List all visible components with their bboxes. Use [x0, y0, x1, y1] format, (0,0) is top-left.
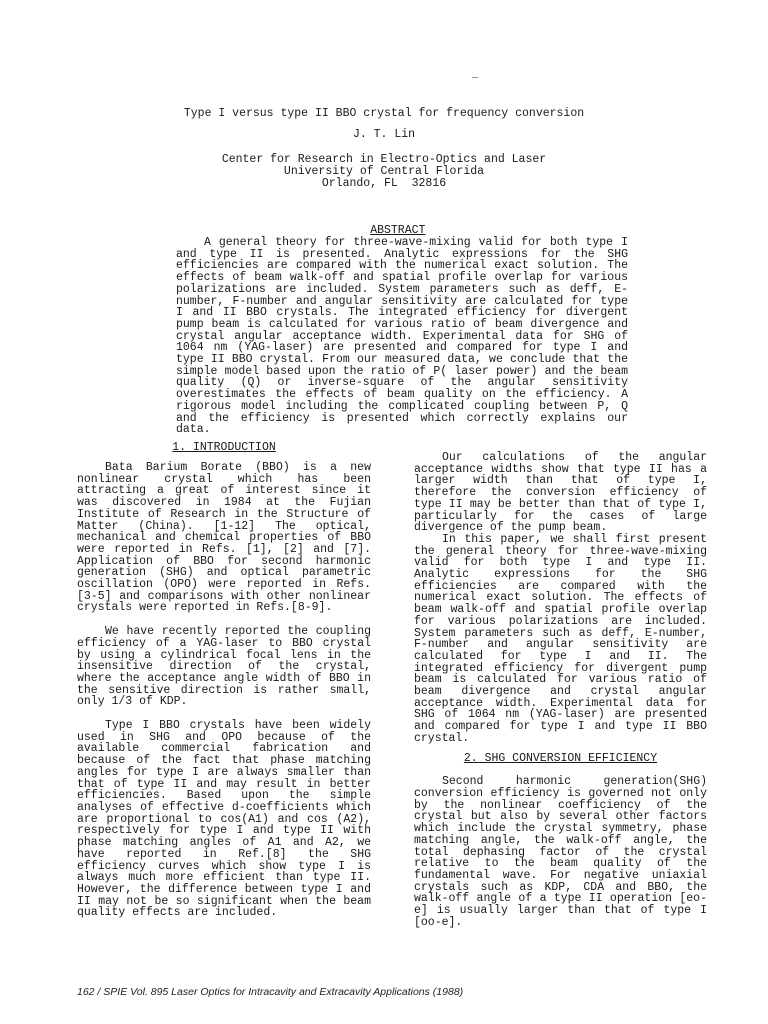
intro-paragraph-2: We have recently reported the coupling efficiency of a YAG-laser to BBO crystal by using a cylindrical focal lens in the insensitive direction of the crystal, where the acceptance angle width of BBO in the sensitive direction is rather small, only 1/3 of KDP. — [77, 625, 371, 709]
abstract-text: A general theory for three-wave-mixing valid for both type I and type II is presented. Analytic expressions for the SHG efficiencies are compared with the numerical exact solution. The effects of beam walk-off and spatial profile overlap for various polarizations are included. System parameters such as deff, E-number, F-number and angular sensitivity are calculated for type I and II BBO crystals. The integrated efficiency for divergent pump beam is calculated for various ratio of beam divergence and crystal angular acceptance width. Experimental data for SHG of 1064 nm (YAG-laser) are presented and compared for type I and type II BBO crystal. From our measured data, we conclude that the simple model based upon the ratio of P( laser power) and the beam quality (Q) or inverse-square of the angular sensitivity overestimates the effects of beam quality on the efficiency. A rigorous model including the complicated coupling between P, Q and the efficiency is presented which correctly explains our data. — [176, 236, 628, 437]
affiliation-line-2: University of Central Florida — [283, 165, 485, 178]
section-2-heading: 2. SHG CONVERSION EFFICIENCY — [463, 751, 658, 765]
abstract-body — [176, 237, 628, 436]
scan-speck — [472, 77, 478, 78]
section-1-heading: 1. INTRODUCTION — [172, 441, 276, 454]
right-column — [414, 452, 707, 928]
intro-paragraph-4: Our calculations of the angular acceptance widths show that type II has a larger width than that of type I, therefore the conversion efficiency of type II may be better than that of type I, particularly for the cases of large divergence of the pump beam. — [414, 451, 707, 535]
shg-paragraph-1: Second harmonic generation(SHG) conversion efficiency is governed not only by the nonlinear coefficiency of the crystal but also by several other factors which include the crystal symmetry, phase matching angle, the walk-off angle, the total dephasing factor of the crystal relative to the beam quality of the fundamental wave. For negative uniaxial crystals such as KDP, CDA and BBO, the walk-off angle of a type II operation [eo-e] is usually larger than that of type I [oo-e]. — [414, 775, 707, 929]
abstract-heading: ABSTRACT — [370, 224, 426, 237]
left-column — [77, 462, 371, 919]
affiliation-line-3: Orlando, FL 32816 — [321, 177, 447, 190]
paper-title: Type I versus type II BBO crystal for frequency conversion — [183, 107, 585, 120]
intro-paragraph-5: In this paper, we shall first present the general theory for three-wave-mixing valid for both type I and type II. Analytic expressions for the SHG efficiencies are compared with the numerical exact solution. The effects of beam walk-off and spatial profile overlap for various polarizations are included. System parameters such as deff, E-number, F-number and angular sensitivity are calculated for type I and II. The integrated efficiency for divergent pump beam is calculated for various ratio of beam divergence and crystal angular acceptance width. Experimental data for SHG of 1064 nm (YAG-laser) are presented and compared for type I and type II BBO crystal. — [414, 532, 707, 745]
author: J. T. Lin — [352, 128, 416, 141]
intro-paragraph-3: Type I BBO crystals have been widely used in SHG and OPO because of the available commercial fabrication and because of the fact that phase matching angles for type I are always smaller than that of type II and may result in better efficiencies. Based upon the simple analyses of effective d-coefficients which are proportional to cos(A1) and cos (A2), respectively for type I and type II with phase matching angles of A1 and A2, we have reported in Ref.[8] the SHG efficiency curves which show type I is always much more efficient than type II. However, the difference between type I and II may not be so significant when the beam quality effects are included. — [77, 719, 371, 920]
page-footer: 162 / SPIE Vol. 895 Laser Optics for Intracavity and Extracavity Applications (1988) — [77, 986, 464, 998]
intro-paragraph-1: Bata Barium Borate (BBO) is a new nonlinear crystal which has been attracting a great of interest since it was discovered in 1984 at the Fujian Institute of Research in the Structure of Matter (China). [1-12] The optical, mechanical and chemical properties of BBO were reported in Refs. [1], [2] and [7]. Application of BBO for second harmonic generation (SHG) and optical parametric oscillation (OPO) were reported in Refs.[3-5] and comparisons with other nonlinear crystals were reported in Refs.[8-9]. — [77, 461, 371, 615]
affiliation-line-1: Center for Research in Electro-Optics and Laser — [221, 153, 547, 166]
